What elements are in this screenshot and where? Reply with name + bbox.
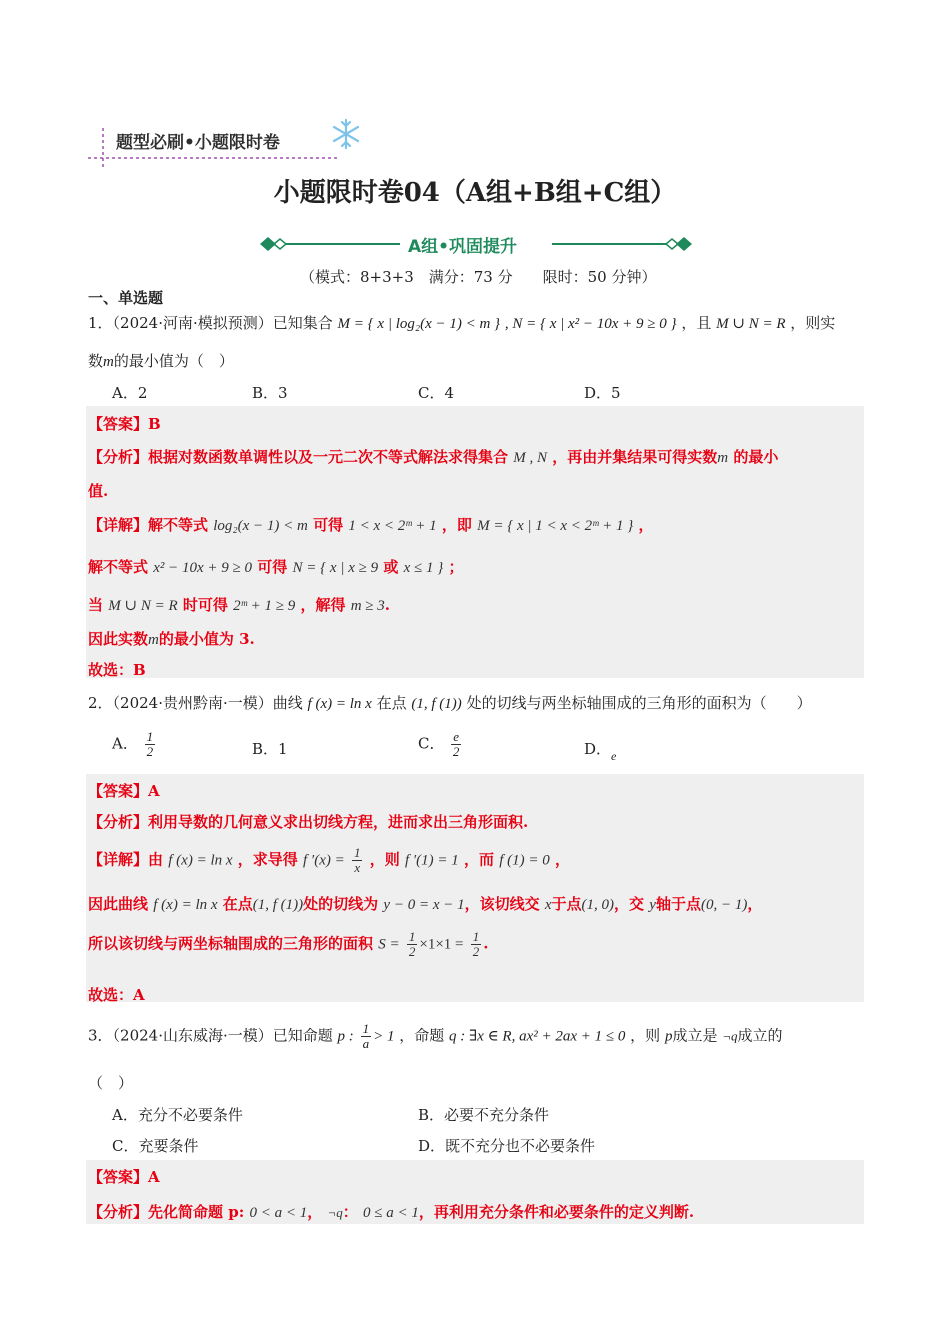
- q3-stem-a: 3．（2024·山东威海·一模）已知命题: [88, 1026, 333, 1045]
- q3-stem-c: ，则: [630, 1026, 661, 1045]
- q1-line4-b: 的最小值为 3.: [158, 630, 255, 648]
- q2-detail-d: ，而: [463, 850, 494, 869]
- q3-p-rest: > 1: [373, 1028, 395, 1045]
- q2-opt-c-label: C．: [418, 734, 445, 753]
- q1-line3-d: .: [384, 596, 390, 614]
- q1-stem-d: 数: [88, 352, 104, 370]
- q3-analysis-a: 【分析】先化简命题 p:: [88, 1203, 245, 1221]
- q1-set-m: M = { x | log₂(x − 1) < m }: [337, 316, 501, 332]
- q2-option-b[interactable]: B．1: [252, 740, 288, 758]
- q2-stem: [88, 692, 812, 713]
- q3-p-label: p :: [337, 1028, 354, 1045]
- q3-stem-e: 成立的: [737, 1026, 783, 1045]
- q1-detail-c: ，即: [441, 516, 472, 534]
- q3-option-d[interactable]: D．既不充分也不必要条件: [418, 1137, 596, 1155]
- q2-line3-num2: 1: [472, 929, 480, 944]
- q2-line2-f: ，交: [614, 895, 645, 913]
- q2-opt-a-frac: [145, 730, 156, 759]
- q1-option-d[interactable]: D．5: [584, 384, 621, 402]
- q2-line2-p2: (0, − 1): [700, 897, 748, 913]
- q3-analysis-d: ，再利用充分条件和必要条件的定义判断.: [418, 1203, 695, 1221]
- q1-detail-d: ，: [638, 516, 654, 534]
- q2-detail-line2: [88, 893, 762, 914]
- q2-line3-frac2: [471, 930, 482, 959]
- q1-line3-a: 当: [88, 596, 104, 614]
- q1-detail-set: M = { x | 1 < x < 2ᵐ + 1 }: [477, 518, 634, 534]
- q2-line3-frac1: [407, 930, 418, 959]
- q2-answer: 【答案】A: [88, 782, 160, 800]
- q1-line4-a: 因此实数: [88, 630, 149, 648]
- q1-detail-line4: [88, 628, 255, 649]
- q2-opt-d-label: D．: [584, 740, 612, 758]
- q2-detail-b: ，求导得: [237, 850, 298, 869]
- q1-line2-ineq: x² − 10x + 9 ≥ 0: [153, 560, 253, 576]
- q2-stem-c: 处的切线与两坐标轴围成的三角形的面积为（ ）: [466, 694, 812, 712]
- q3-paren: （ ）: [88, 1074, 134, 1092]
- q2-detail-val1: f ′(1) = 1: [404, 852, 459, 869]
- q3-analysis-range: 0 ≤ a < 1: [363, 1205, 419, 1221]
- q1-var-m: m: [103, 354, 114, 370]
- q2-opt-a-den: 2: [146, 744, 154, 759]
- q2-detail-deriv-frac: [352, 846, 363, 875]
- q1-line4-var: m: [148, 632, 159, 648]
- q1-line2-set-a: N = { x | x ≥ 9: [292, 560, 379, 576]
- q2-detail-deriv: f ′(x) =: [303, 852, 345, 869]
- q2-detail-c: ，则: [369, 850, 400, 869]
- q2-opt-c-den: 2: [452, 744, 460, 759]
- q1-stem-line2: [88, 350, 234, 371]
- q1-union: M ∪ N = R: [716, 316, 786, 332]
- group-label: A组•巩固提升: [408, 237, 518, 257]
- q1-option-b[interactable]: B．3: [252, 384, 288, 402]
- q3-option-c[interactable]: C．充要条件: [112, 1137, 199, 1155]
- q2-line3-den2: 2: [472, 944, 480, 959]
- q1-analysis-b: ，再由并集结果可得实数: [552, 448, 718, 466]
- q2-line2-e: 于点: [551, 895, 582, 913]
- q3-option-b[interactable]: B．必要不充分条件: [418, 1106, 550, 1124]
- page-title: 小题限时卷04（A组+B组+C组）: [273, 178, 677, 208]
- q3-analysis: [88, 1201, 694, 1222]
- q2-choose: 故选：A: [88, 986, 145, 1004]
- q2-detail-val2: f (1) = 0: [499, 852, 550, 869]
- q1-line3-res: m ≥ 3: [350, 598, 385, 614]
- q2-detail-line3: [88, 930, 488, 959]
- q1-detail-a: 【详解】解不等式: [88, 516, 209, 534]
- q2-detail-a: 【详解】由: [88, 850, 164, 869]
- q2-func: f (x) = ln x: [307, 696, 372, 712]
- q3-q-expr: q : ∃x ∈ R, ax² + 2ax + 1 ≤ 0: [449, 1028, 626, 1045]
- q2-line2-tangent: y − 0 = x − 1: [383, 897, 465, 913]
- q1-line3-ineq: 2ᵐ + 1 ≥ 9: [233, 598, 296, 614]
- group-ribbon: [260, 232, 692, 256]
- q1-set-n: , N = { x | x² − 10x + 9 ≥ 0 }: [504, 316, 677, 332]
- q1-detail-line2: [88, 556, 463, 577]
- exam-meta: （模式：8+3+3 满分：73 分 限时：50 分钟）: [300, 268, 657, 286]
- q2-deriv-num: 1: [353, 845, 361, 860]
- q1-line2-or: 或: [383, 558, 399, 576]
- q2-stem-a: 2．（2024·贵州黔南·一模）曲线: [88, 694, 303, 712]
- q3-p-frac: [361, 1022, 372, 1051]
- q1-stem-b: ，且: [681, 314, 712, 332]
- q3-p-den: a: [362, 1036, 370, 1051]
- q1-option-c[interactable]: C．4: [418, 384, 455, 402]
- q2-stem-b: 在点: [376, 694, 407, 712]
- q2-line3-den1: 2: [408, 944, 416, 959]
- q2-option-c[interactable]: [418, 730, 463, 759]
- q1-stem-c: ，则实: [790, 314, 836, 332]
- q2-line2-c: 处的切线为: [303, 895, 379, 913]
- q2-line2-d: ，该切线交: [464, 895, 540, 913]
- q2-line2-x: x: [544, 897, 552, 913]
- q3-stem-nq: ¬q: [722, 1028, 738, 1044]
- q1-detail-range: 1 < x < 2ᵐ + 1: [348, 518, 437, 534]
- q1-analysis-line2: 值.: [88, 482, 109, 500]
- q3-answer: 【答案】A: [88, 1168, 160, 1186]
- q3-p-num: 1: [362, 1021, 370, 1036]
- q2-option-d[interactable]: [584, 738, 617, 763]
- q2-line2-h: ，: [747, 895, 763, 913]
- q2-deriv-den: x: [354, 860, 361, 875]
- q1-stem-e: 的最小值为（ ）: [113, 352, 234, 370]
- q1-option-a[interactable]: A．2: [112, 384, 148, 402]
- q2-analysis: 【分析】利用导数的几何意义求出切线方程，进而求出三角形面积.: [88, 813, 529, 831]
- q1-analysis-mn: M , N: [513, 450, 547, 466]
- q1-detail-line3: [88, 594, 390, 615]
- q2-line3-mid: ×1×1 =: [419, 936, 464, 953]
- q2-solution-box: [86, 774, 864, 1002]
- q1-line3-union: M ∪ N = R: [108, 598, 178, 614]
- q1-line2-b: 可得: [257, 558, 288, 576]
- q3-option-a[interactable]: A．充分不必要条件: [112, 1106, 243, 1124]
- q2-line3-num1: 1: [408, 929, 416, 944]
- q3-analysis-p: 0 < a < 1: [249, 1205, 308, 1221]
- q2-line2-g: 轴于点: [655, 895, 701, 913]
- q1-line2-a: 解不等式: [88, 558, 149, 576]
- q1-stem-text: 1．（2024·河南·模拟预测）已知集合: [88, 314, 333, 332]
- q1-analysis-var: m: [717, 450, 729, 466]
- q2-line2-b: 在点: [222, 895, 253, 913]
- q3-stem-d: 成立是: [672, 1026, 718, 1045]
- q1-detail-line1: [88, 514, 654, 535]
- q3-stem-b: ，命题: [399, 1026, 445, 1045]
- q1-line2-c: ；: [448, 558, 464, 576]
- q2-detail-line1: [88, 846, 570, 875]
- q2-opt-c-frac: [451, 730, 461, 759]
- q3-analysis-c: ：: [342, 1203, 358, 1221]
- q2-line2-p1: (1, 0): [581, 897, 615, 913]
- q2-opt-c-num: e: [453, 729, 460, 744]
- q3-analysis-b: ，: [307, 1203, 323, 1221]
- q2-point: (1, f (1)): [411, 696, 462, 712]
- q2-line2-y: y: [649, 897, 656, 913]
- q1-analysis-c: 的最小: [733, 448, 779, 466]
- q1-line3-c: ，解得: [300, 596, 346, 614]
- q2-line3-end: .: [483, 934, 489, 953]
- snowflake-icon: [330, 118, 362, 150]
- q2-line2-point: (1, f (1)): [252, 897, 304, 913]
- q3-stem: [88, 1022, 783, 1051]
- q2-line2-a: 因此曲线: [88, 895, 149, 913]
- q2-opt-a-label: A．: [112, 734, 138, 753]
- q3-analysis-nq: ¬q: [327, 1205, 343, 1220]
- q1-analysis: [88, 446, 778, 467]
- q1-detail-ineq: log₂(x − 1) < m: [213, 518, 308, 534]
- q1-answer: 【答案】B: [88, 415, 161, 433]
- q3-stem-p: p: [664, 1028, 673, 1045]
- q1-stem: [88, 312, 835, 333]
- section-heading: 一、单选题: [88, 289, 164, 307]
- q2-line3-a: 所以该切线与两坐标轴围成的三角形的面积: [88, 934, 374, 953]
- q1-detail-b: 可得: [313, 516, 344, 534]
- banner: [88, 118, 378, 172]
- q2-detail-e: ，: [555, 850, 571, 869]
- q1-analysis-a: 【分析】根据对数函数单调性以及一元二次不等式解法求得集合: [88, 448, 509, 466]
- banner-title: 题型必刷•小题限时卷: [116, 133, 280, 153]
- q2-opt-d-val: e: [611, 749, 617, 763]
- q2-line2-func: f (x) = ln x: [153, 897, 218, 913]
- q2-detail-func: f (x) = ln x: [168, 852, 233, 869]
- q2-line3-s: S =: [378, 936, 400, 953]
- q2-option-a[interactable]: [112, 730, 157, 759]
- q1-choose: 故选：B: [88, 661, 146, 679]
- q1-line2-set-b: x ≤ 1 }: [403, 560, 444, 576]
- q2-opt-a-num: 1: [146, 729, 154, 744]
- q1-line3-b: 时可得: [182, 596, 228, 614]
